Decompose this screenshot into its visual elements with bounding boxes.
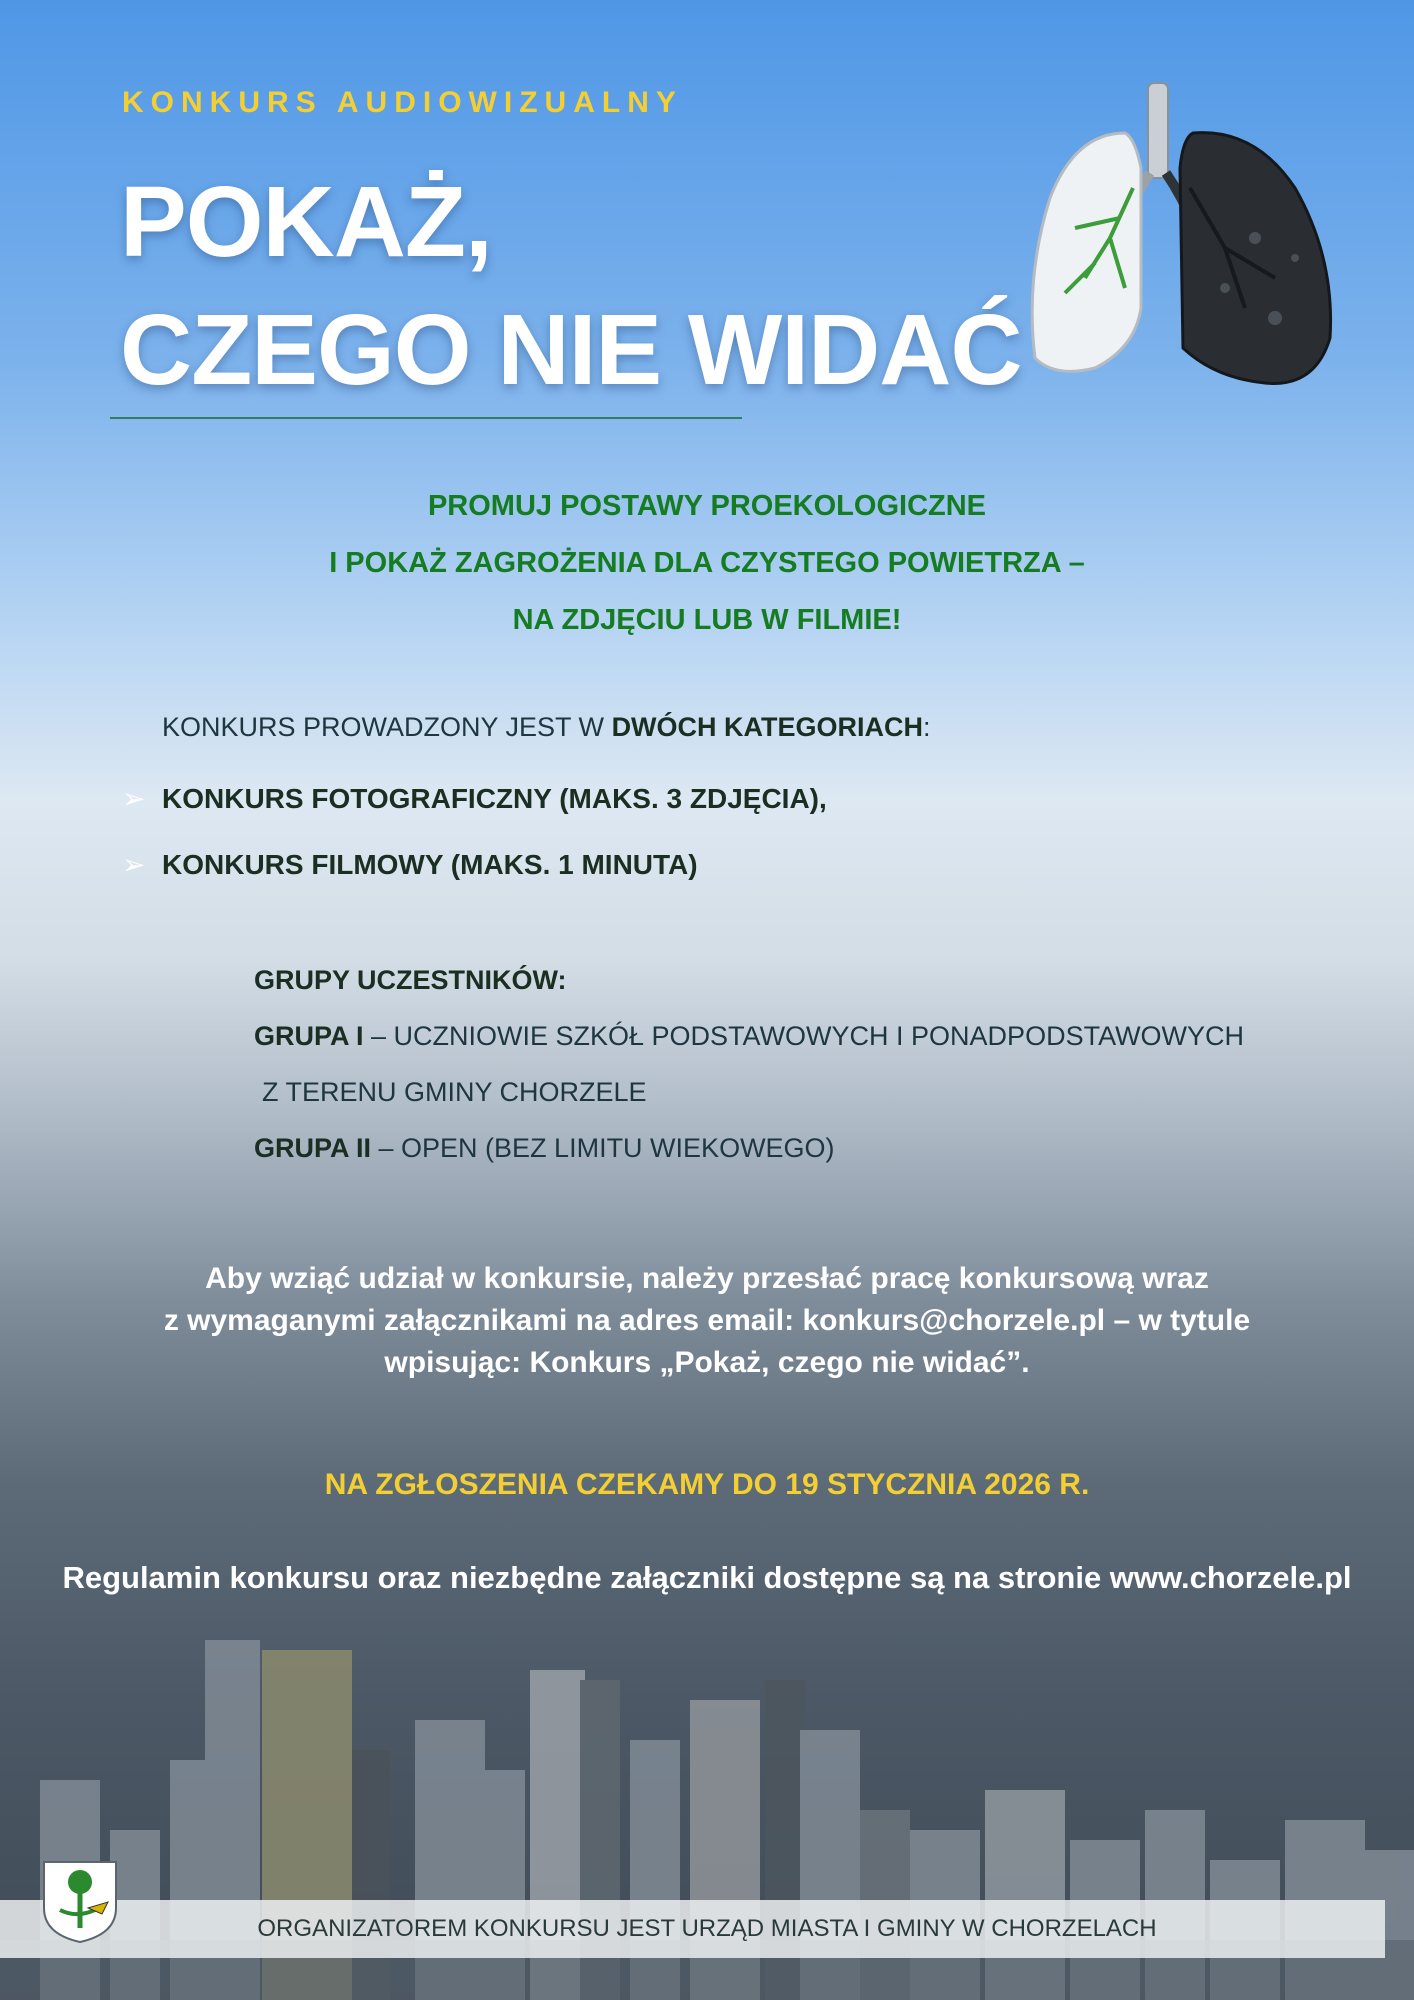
category-item-label: KONKURS FILMOWY (MAKS. 1 MINUTA) — [162, 849, 698, 880]
kicker-label: KONKURS AUDIOWIZUALNY — [122, 86, 683, 119]
category-item — [122, 782, 827, 815]
title-line-1: POKAŻ, — [120, 166, 492, 278]
group-2-label: GRUPA II — [254, 1133, 372, 1163]
categories-intro-prefix: KONKURS PROWADZONY JEST W — [162, 712, 612, 742]
categories-intro-bold: DWÓCH KATEGORIACH — [611, 712, 924, 742]
groups-heading: GRUPY UCZESTNIKÓW: — [254, 965, 567, 995]
promo-line-3: NA ZDJĘCIU LUB W FILMIE! — [512, 604, 902, 636]
howto-line-3: wpisując: Konkurs „Pokaż, czego nie widać”. — [384, 1346, 1030, 1379]
title-line-2: CZEGO NIE WIDAĆ — [120, 294, 1022, 406]
group-2-text: – OPEN (BEZ LIMITU WIEKOWEGO) — [371, 1133, 835, 1163]
group-1-label: GRUPA I — [254, 1021, 364, 1051]
divider — [110, 417, 742, 419]
categories-intro — [162, 712, 931, 743]
howto-line-1: Aby wziąć udział w konkursie, należy przesłać pracę konkursową wraz — [205, 1262, 1209, 1295]
footer-organizer-text: ORGANIZATOREM KONKURSU JEST URZĄD MIASTA I GMINY W CHORZELACH — [257, 1915, 1157, 1942]
lungs-illustration — [1015, 78, 1345, 398]
submission-instructions — [0, 1258, 1414, 1384]
promo-line-1: PROMUJ POSTAWY PROEKOLOGICZNE — [427, 490, 987, 522]
howto-line-2: z wymaganymi załącznikami na adres email: konkurs@chorzele.pl – w tytule — [163, 1304, 1251, 1337]
rules-note: Regulamin konkursu oraz niezbędne załączniki dostępne są na stronie www.chorzele.pl — [62, 1560, 1352, 1595]
municipality-crest-logo — [40, 1858, 120, 1944]
category-item — [122, 848, 698, 881]
page-title — [120, 158, 1022, 414]
promo-text — [0, 478, 1414, 649]
categories-intro-suffix: : — [923, 712, 931, 742]
promo-line-2: I POKAŻ ZAGROŻENIA DLA CZYSTEGO POWIETRZA – — [329, 547, 1085, 579]
participant-groups — [254, 952, 1244, 1176]
group-1-text-2: Z TERENU GMINY CHORZELE — [262, 1077, 647, 1107]
arrow-bullet-icon: ➢ — [122, 849, 146, 880]
arrow-bullet-icon: ➢ — [122, 783, 146, 814]
group-1-text: – UCZNIOWIE SZKÓŁ PODSTAWOWYCH I PONADPODSTAWOWYCH — [363, 1021, 1245, 1051]
category-item-label: KONKURS FOTOGRAFICZNY (MAKS. 3 ZDJĘCIA), — [162, 783, 827, 814]
deadline-notice: NA ZGŁOSZENIA CZEKAMY DO 19 STYCZNIA 2026 R. — [324, 1468, 1090, 1501]
